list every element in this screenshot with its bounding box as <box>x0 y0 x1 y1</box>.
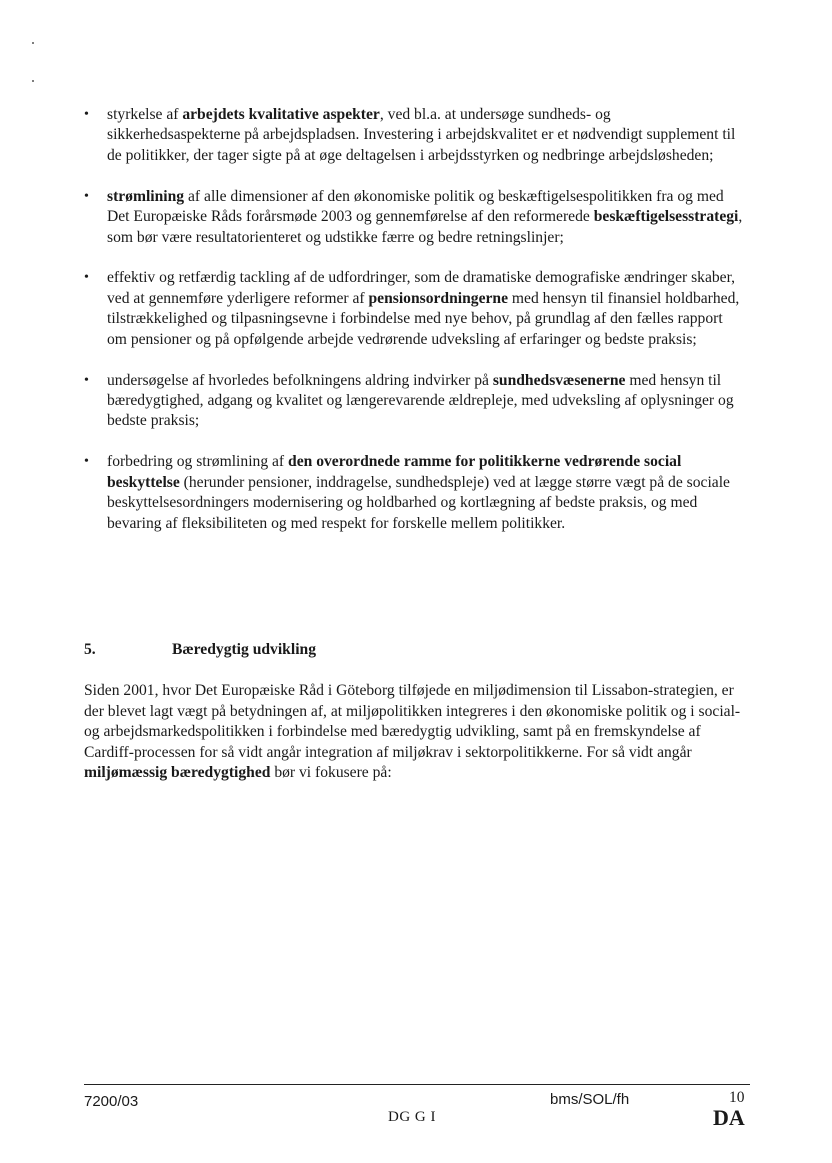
scan-speck <box>32 42 34 44</box>
text-run: med hensyn til bæredygtighed, adgang og kvalitet og længerevarende ældrepleje, med udveksling af oplysninger og bedste praksis; <box>107 371 734 430</box>
section-title: Bæredygtig udvikling <box>172 641 316 658</box>
bold-text: arbejdets kvalitative aspekter <box>182 106 380 123</box>
section-number: 5. <box>84 641 96 658</box>
bullet-list <box>84 105 744 534</box>
bold-text: pensionsordningerne <box>368 289 509 307</box>
text-run: effektiv og retfærdig tackling af de udfordringer, som de dramatiske demografiske ændringer skaber, ved at gennemføre yderligere reformer af <box>107 269 736 307</box>
text-run: bør vi fokusere på: <box>270 764 392 782</box>
text-run: (herunder pensioner, inddragelse, sundhedspleje) ved at lægge større vægt på de sociale beskyttelsesordningers modernisering og holdbarhed og kortlægning af bedste praksis, og med bevaring af fleksibiliteten og med respekt for forskelle mellem politikker. <box>107 473 730 532</box>
list-item <box>84 187 744 248</box>
text-run: , som bør være resultatorienteret og udstikke færre og bedre retningslinjer; <box>107 208 743 246</box>
footer-divider <box>84 1084 750 1085</box>
footer-reference: bms/SOL/fh <box>550 1091 630 1108</box>
text-run: af alle dimensioner af den økonomiske politik og beskæftigelsespolitikken fra og med Det Europæiske Råds forårsmøde 2003 og gennemførelse af den reformerede <box>107 187 724 226</box>
bullet-icon: • <box>84 270 89 286</box>
bold-text: sundhedsvæsenerne <box>492 371 626 389</box>
section-heading <box>84 641 316 659</box>
text-run: , ved bl.a. at undersøge sundheds- og sikkerhedsaspekterne på arbejdspladsen. Investering i arbejdskvalitet er et nødvendigt supplement til de politikker, der tager sigte på at øge deltagelsen i arbejdsstyrken og nedbringe arbejdsløsheden; <box>107 106 736 164</box>
bullet-icon: • <box>84 188 89 204</box>
bold-text: strømlining <box>107 187 185 205</box>
list-item <box>84 268 744 350</box>
text-run: med hensyn til finansiel holdbarhed, tilstrækkelighed og tilpasningsevne i forbindelse med nye behov, på grundlag af den fælles rapport om pensioner og på opfølgende arbejde vedrørende udveksling af erfaringer og bedste praksis; <box>107 289 740 348</box>
text-run: styrkelse af <box>107 106 183 123</box>
bold-text: beskæftigelsesstrategi <box>593 208 739 226</box>
bold-text: miljømæssig bæredygtighed <box>84 764 271 782</box>
text-run: Siden 2001, hvor Det Europæiske Råd i Göteborg tilføjede en miljødimension til Lissabon-strategien, er der blevet lagt vægt på betydningen af, at miljøpolitikken integreres i den økonomiske politik og i social- og arbejdsmarkedspolitikken i forbindelse med bæredygtig udvikling, samt på en fremskyndelse af Cardiff-processen for så vidt angår integration af miljøkrav i sektorpolitikkerne. For så vidt angår <box>84 682 741 761</box>
bold-text: den overordnede ramme for politikkerne vedrørende social beskyttelse <box>107 453 682 491</box>
list-item <box>84 371 744 432</box>
footer-page-number: 10 <box>729 1089 745 1106</box>
body-paragraph <box>84 681 748 784</box>
footer-doc-number: 7200/03 <box>84 1093 139 1110</box>
text-run: undersøgelse af hvorledes befolkningens aldring indvirker på <box>107 371 493 389</box>
footer-dg: DG G I <box>388 1109 436 1125</box>
bullet-icon: • <box>84 107 89 122</box>
list-item <box>84 105 744 166</box>
bullet-icon: • <box>84 372 89 388</box>
scan-speck <box>32 80 34 82</box>
text-run: forbedring og strømlining af <box>107 453 289 471</box>
list-item <box>84 452 744 534</box>
bullet-icon: • <box>84 454 89 470</box>
footer-language: DA <box>713 1105 745 1130</box>
